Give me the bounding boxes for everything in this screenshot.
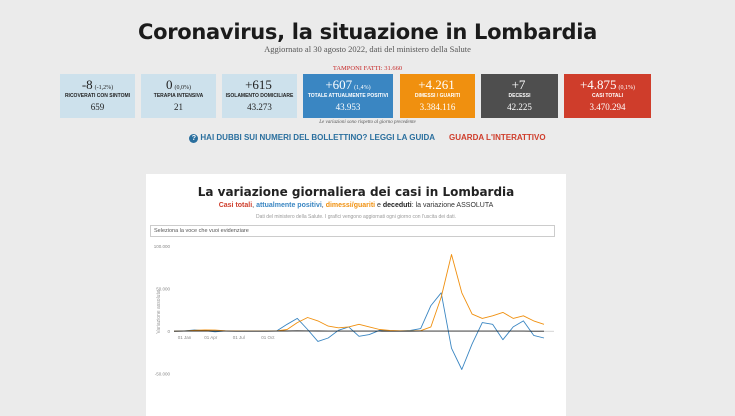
stat-change (60, 77, 135, 93)
series-recovered-line (174, 255, 544, 332)
stat-box (481, 74, 558, 118)
stat-value: -8 (81, 77, 93, 92)
legend-deaths: deceduti (382, 202, 412, 209)
stat-change (400, 77, 475, 93)
chart-plot (146, 238, 566, 416)
guide-link[interactable] (189, 133, 434, 142)
stat-box (400, 74, 475, 118)
stat-label: DIMESSI / GUARITI (414, 93, 461, 99)
stat-label: DECESSI (508, 93, 531, 99)
stat-total: 21 (174, 102, 183, 112)
stat-box (303, 74, 393, 118)
legend-positive: attualmente positivi (256, 202, 322, 209)
x-tick-label: 01 Oct (261, 335, 275, 341)
stat-value: +4.261 (418, 77, 455, 92)
legend-total: Casi totali (218, 202, 253, 209)
stat-box (564, 74, 651, 118)
y-tick-label: -50.000 (154, 371, 170, 377)
legend-sep-2: , (321, 202, 326, 209)
updated-date: Aggiornato al 30 agosto 2022, dati del ministero della Salute (264, 44, 471, 54)
legend-rest: : la variazione ASSOLUTA (411, 202, 494, 209)
stat-label: CASI TOTALI (592, 93, 623, 99)
legend-sep-1: , (252, 202, 257, 209)
chart-subtitle (146, 202, 566, 209)
legend-sep-3: e (375, 202, 383, 209)
interactive-link[interactable]: GUARDA L'INTERATTIVO (449, 133, 546, 142)
y-axis-label: Variazione assoluta (156, 290, 162, 334)
stat-box (60, 74, 135, 118)
y-tick-label: 50.000 (156, 286, 170, 292)
stat-pct: (-1,2%) (94, 85, 114, 91)
chart-card (146, 174, 566, 416)
y-tick-label: 0 (167, 329, 170, 335)
legend-recovered: dimessi/guariti (325, 202, 376, 209)
stat-pct: (1,4%) (354, 85, 371, 91)
y-tick-label: 100.000 (153, 244, 170, 249)
stat-change (564, 77, 651, 93)
stat-total: 43.953 (335, 102, 361, 112)
stat-change (481, 77, 558, 93)
stat-box (141, 74, 216, 118)
links-row (0, 133, 735, 143)
guide-link-label: HAI DUBBI SUI NUMERI DEL BOLLETTINO? LEGGI LA GUIDA (200, 133, 435, 142)
stat-change (222, 77, 297, 93)
stat-value: +7 (511, 77, 526, 92)
stat-value: +607 (325, 77, 353, 92)
x-tick-label: 01 Jul (232, 335, 245, 341)
stat-change (303, 77, 393, 93)
stat-total: 659 (90, 102, 105, 112)
stat-total: 43.273 (247, 102, 272, 112)
stat-value: +615 (245, 77, 272, 92)
chart-source: Dati del ministero della Salute. I grafici vengono aggiornati ogni giorno con l'uscita dei dati. (256, 214, 456, 220)
stat-pct: (0,1%) (618, 85, 636, 91)
stat-box (222, 74, 297, 118)
stat-value: +4.875 (579, 77, 617, 92)
x-tick-label: 01 Apr (204, 335, 218, 341)
stat-label: TOTALE ATTUALMENTE POSITIVI (307, 93, 389, 99)
stat-label: ISOLAMENTO DOMICILIARE (225, 93, 294, 99)
tamponi-count: TAMPONI FATTI: 31.660 (332, 65, 403, 72)
stat-change (141, 77, 216, 93)
stat-total: 3.384.116 (419, 102, 456, 112)
stat-pct: (0,0%) (174, 85, 191, 91)
series-select[interactable]: Seleziona la voce che vuoi evidenziare (150, 225, 555, 237)
x-tick-label: 01 Jan (177, 335, 192, 341)
page-title: Coronavirus, la situazione in Lombardia (137, 20, 598, 44)
variation-note: Le variazioni sono rispetto al giorno precedente (319, 120, 416, 125)
stat-total: 3.470.294 (589, 102, 626, 112)
question-icon: ? (189, 134, 198, 143)
stat-label: RICOVERATI CON SINTOMI (64, 93, 131, 99)
stat-value: 0 (166, 77, 173, 92)
stat-boxes (0, 74, 735, 118)
stat-total: 42.225 (507, 102, 532, 112)
chart-title: La variazione giornaliera dei casi in Lombardia (197, 185, 515, 199)
stat-label: TERAPIA INTENSIVA (153, 93, 204, 99)
